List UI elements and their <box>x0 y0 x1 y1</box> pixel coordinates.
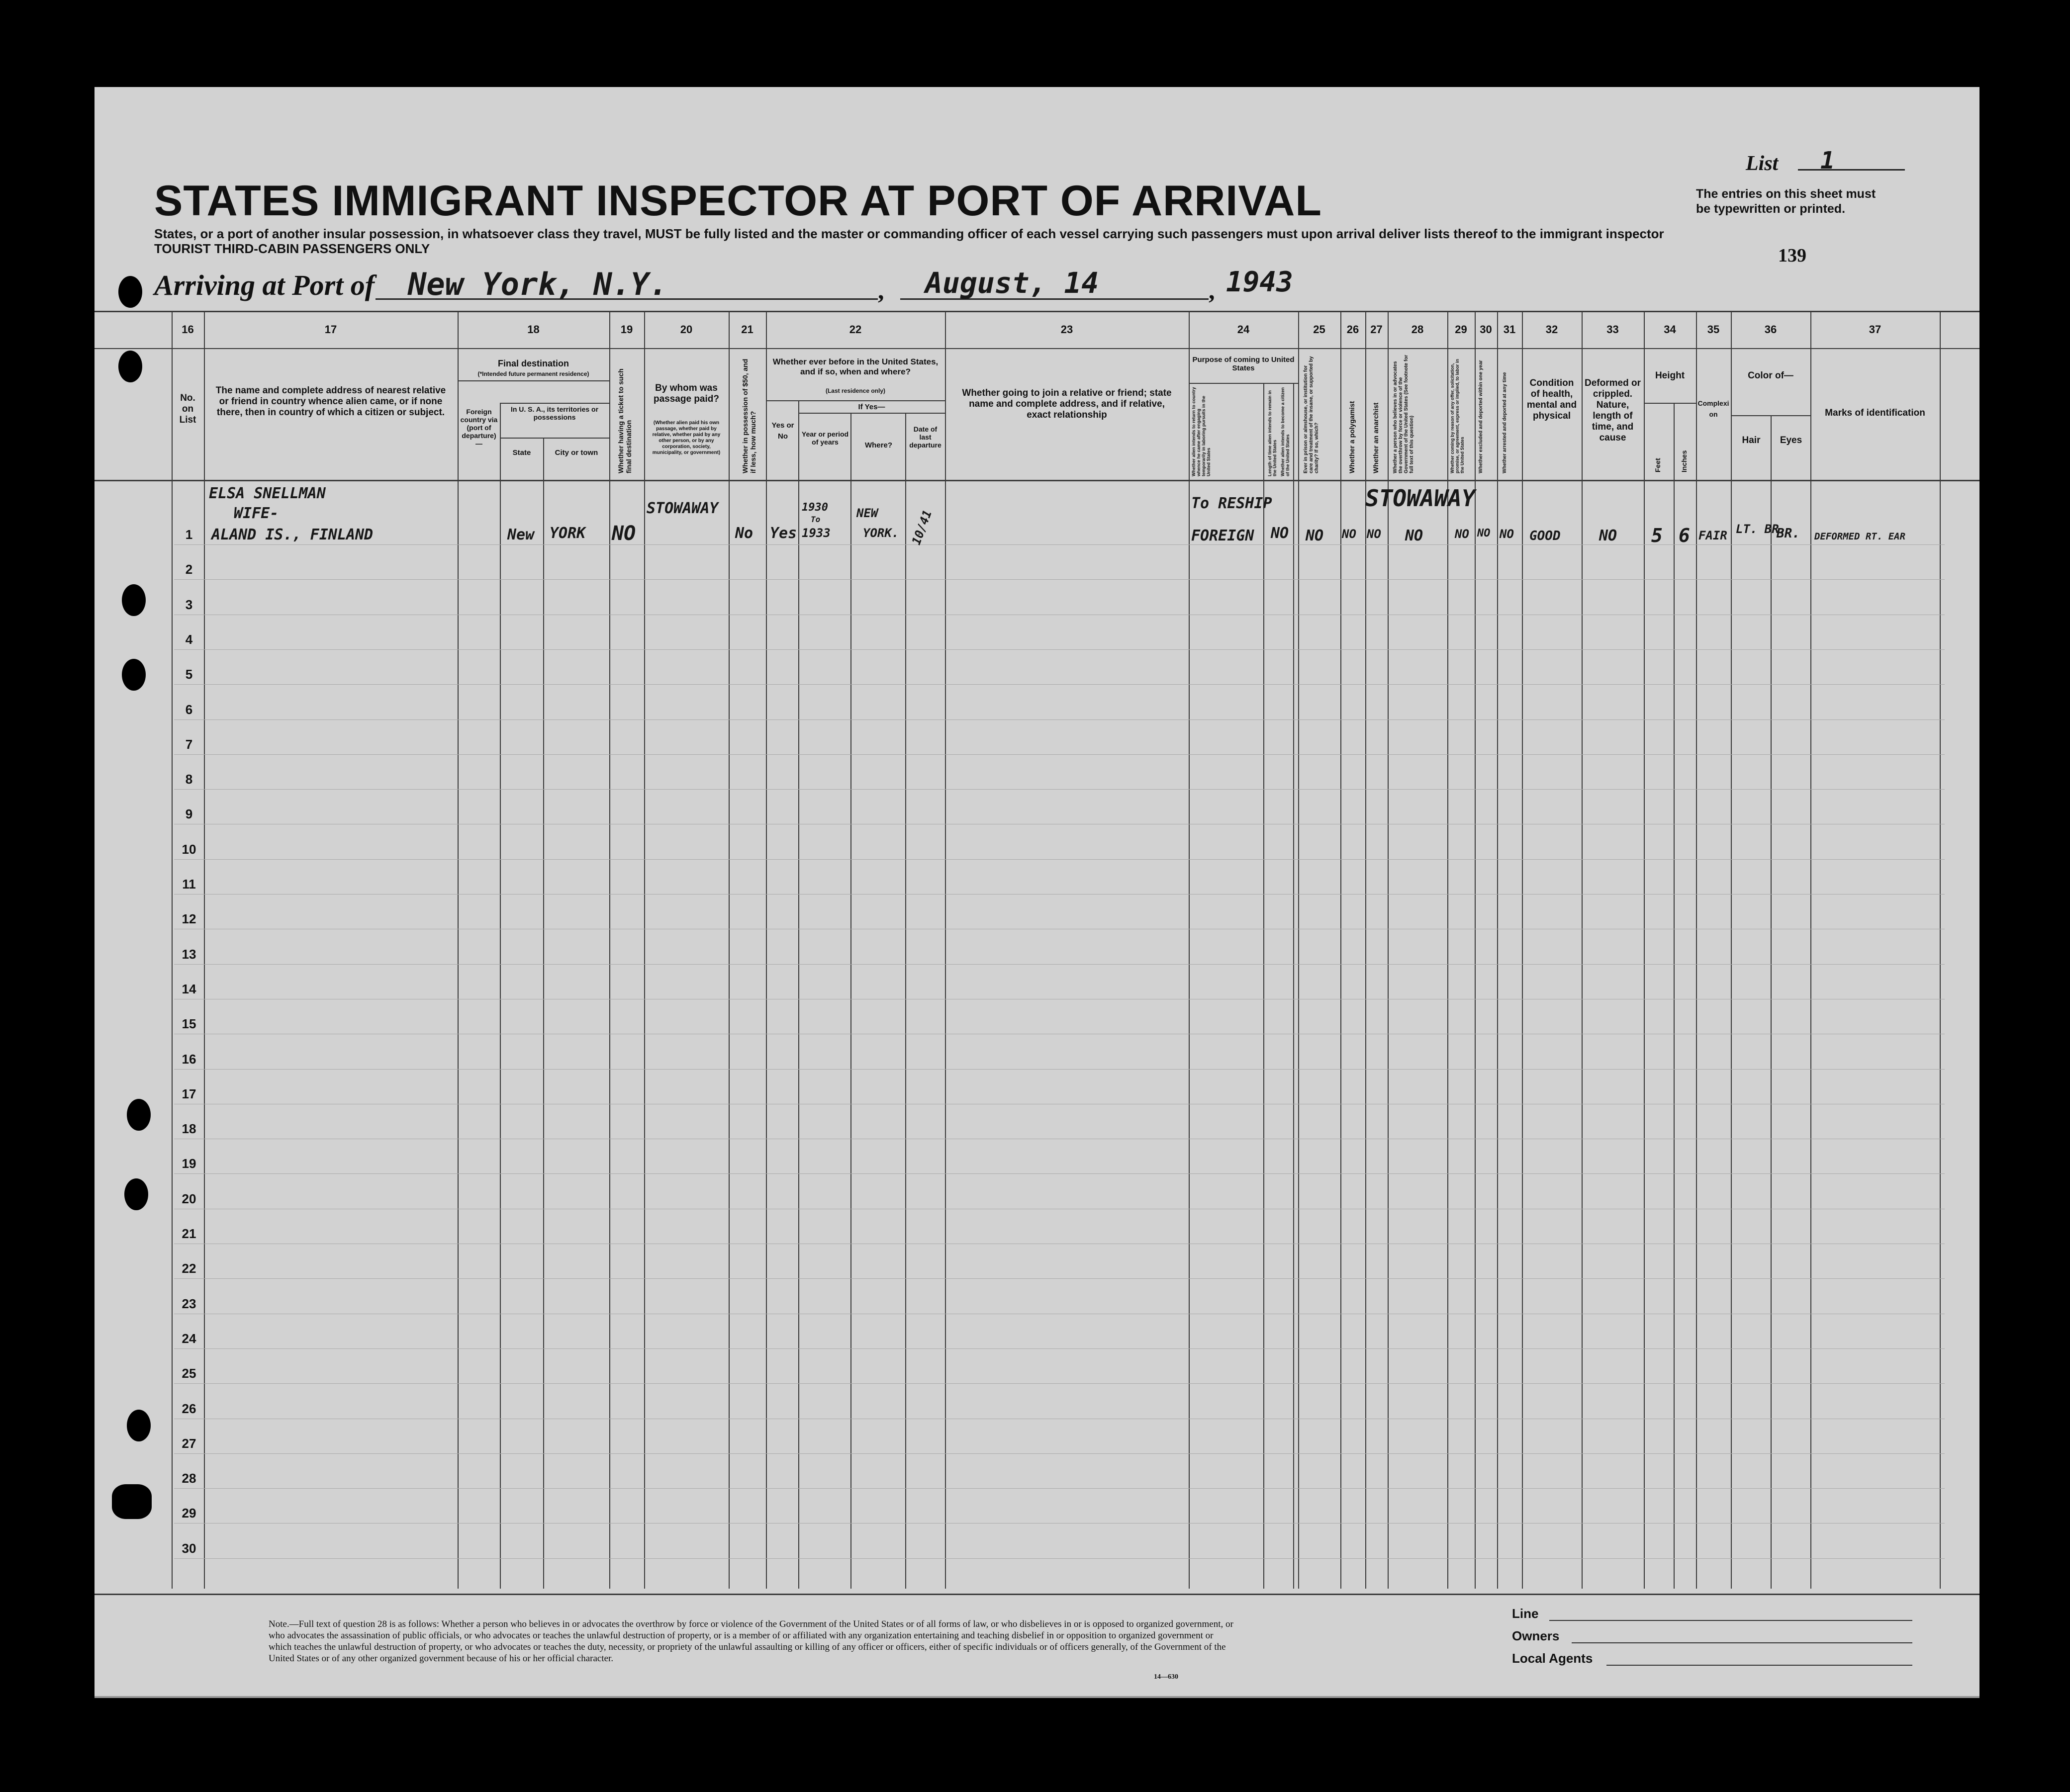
entry-city: YORK <box>550 525 586 542</box>
header-polygamist: Whether a polygamist <box>1348 401 1356 473</box>
row-rule <box>174 684 1945 685</box>
entry-feet: 5 <box>1651 525 1663 546</box>
col-num-21: 21 <box>741 323 753 336</box>
header-foreign-country: Foreign country via (port of departure)— <box>460 408 498 448</box>
row-rule <box>174 1069 1945 1070</box>
header-in-usa: In U. S. A., its territories or possessions <box>510 405 599 421</box>
row-rule <box>174 1278 1945 1279</box>
header-if-yes: If Yes— <box>858 403 885 411</box>
row-number: 16 <box>182 1051 196 1067</box>
row-number: 30 <box>182 1540 196 1556</box>
entry-relative-address: ALAND IS., FINLAND <box>211 526 374 543</box>
header-purpose-length: Length of time alien intends to remain in the United States <box>1267 390 1277 476</box>
row-number: 11 <box>182 877 196 892</box>
page-title: STATES IMMIGRANT INSPECTOR AT PORT OF ARRIVAL <box>154 177 1322 225</box>
row-rule <box>174 1488 1945 1489</box>
col-num-23: 23 <box>1060 323 1073 336</box>
row-number: 2 <box>185 562 193 577</box>
entry-citizen: NO <box>1271 525 1289 542</box>
header-inches: Inches <box>1680 450 1688 472</box>
row-rule <box>174 649 1945 650</box>
header-hair: Hair <box>1742 435 1761 446</box>
col-num-31: 31 <box>1503 323 1516 336</box>
entry-offer: NO <box>1455 527 1469 541</box>
header-purpose-citizen: Whether alien intends to become a citizen of the United States <box>1280 387 1290 476</box>
header-eyes: Eyes <box>1780 435 1802 446</box>
row-number: 18 <box>182 1121 196 1137</box>
col-num-28: 28 <box>1411 323 1424 336</box>
owners-label: Owners <box>1512 1628 1560 1643</box>
entry-state: New <box>507 526 535 543</box>
header-last-residence: (Last residence only) <box>825 387 886 394</box>
entry-eyes: BR. <box>1777 526 1800 541</box>
row-rule <box>174 964 1945 965</box>
row-rule <box>174 1558 1945 1559</box>
form-number: 14—630 <box>1154 1673 1178 1681</box>
header-height: Height <box>1655 370 1685 381</box>
entry-has-50: No <box>735 525 753 542</box>
row-rule <box>174 754 1945 755</box>
header-offer-to-labor: Whether coming by reason of any offer, solicitation, promise, or agreement, express or implied, to labor in the United States <box>1450 358 1465 473</box>
header-marks: Marks of identification <box>1825 408 1925 418</box>
row-number: 25 <box>182 1366 196 1381</box>
row-number: 19 <box>182 1156 196 1171</box>
header-passage-paid-note: (Whether alien paid his own passage, whether paid by relative, whether paid by any other person, or by any corporation, society, municipality, or government) <box>652 420 721 455</box>
header-purpose: Purpose of coming to United States <box>1192 356 1295 372</box>
port-value: New York, N.Y. <box>408 266 668 302</box>
header-complexion: Complexion <box>1697 399 1729 418</box>
entry-purpose-1: To RESHIP <box>1191 495 1272 512</box>
row-number: 12 <box>182 911 196 927</box>
entry-anarchist: NO <box>1367 527 1381 541</box>
entry-relative-relation: WIFE- <box>234 505 279 522</box>
row-number: 24 <box>182 1331 196 1346</box>
row-number: 10 <box>182 841 196 857</box>
col-num-36: 36 <box>1764 323 1777 336</box>
row-number: 3 <box>185 597 193 612</box>
col-num-20: 20 <box>680 323 693 336</box>
row-number: 4 <box>185 631 193 647</box>
punch-hole <box>118 276 142 308</box>
header-excluded: Whether excluded and deported within one year <box>1478 360 1484 473</box>
header-anarchist: Whether an anarchist <box>1372 402 1380 473</box>
entry-where-2: YORK. <box>863 526 899 540</box>
row-rule <box>174 719 1945 720</box>
entry-year-to: 1933 <box>802 526 831 540</box>
entry-passage-paid: STOWAWAY <box>647 500 719 517</box>
row-number: 5 <box>185 667 193 682</box>
col-num-32: 32 <box>1545 323 1558 336</box>
col-num-30: 30 <box>1480 323 1492 336</box>
header-final-destination-note: (*Intended future permanent residence) <box>477 370 589 377</box>
header-nearest-relative: The name and complete address of nearest relative or friend in country whence alien came, or if none there, then in country of which a citizen or subject. <box>215 385 446 418</box>
line-label: Line <box>1512 1606 1539 1621</box>
arrival-year: 1943 <box>1226 266 1293 298</box>
col-num-16: 16 <box>182 323 194 336</box>
row-rule <box>174 1453 1945 1454</box>
entry-excluded: NO <box>1477 527 1491 539</box>
row-number: 9 <box>185 806 193 822</box>
subtitle-line-1: States, or a port of another insular possession, in whatsoever class they travel, MUST be fully listed and the master or commanding officer of each vessel carrying such passengers must upon arrival deliver lists thereof to the immigrant inspector <box>154 226 1664 241</box>
entry-year-to-word: To <box>811 515 821 524</box>
arrival-date: August, 14 <box>925 266 1099 300</box>
col-num-37: 37 <box>1869 323 1882 336</box>
entry-overthrow: NO <box>1405 527 1423 544</box>
header-going-to-join: Whether going to join a relative or friend; state name and complete address, and if relative, exact relationship <box>962 388 1172 420</box>
row-number: 26 <box>182 1401 196 1416</box>
row-number: 27 <box>182 1435 196 1451</box>
header-arrested: Whether arrested and deported at any time <box>1502 372 1507 473</box>
col-num-18: 18 <box>527 323 540 336</box>
entry-health: GOOD <box>1529 529 1561 543</box>
col-num-17: 17 <box>324 323 337 336</box>
col-num-27: 27 <box>1370 323 1383 336</box>
entry-deformed: NO <box>1599 527 1617 544</box>
header-purpose-return: Whether alien intends to return to country whence he came after engaging temporarily in laboring pursuits in the United States <box>1191 387 1211 476</box>
row-rule <box>174 1383 1945 1384</box>
punch-hole <box>122 659 146 691</box>
entry-hair: LT. BR. <box>1736 522 1787 536</box>
row-number: 23 <box>182 1296 196 1311</box>
row-number: 8 <box>185 772 193 787</box>
header-city: City or town <box>555 448 598 457</box>
entry-complexion: FAIR <box>1698 529 1727 542</box>
header-ticket: Whether having a ticket to such final destination <box>617 368 633 473</box>
punch-hole <box>112 1484 152 1519</box>
col-num-29: 29 <box>1455 323 1467 336</box>
entry-prison: NO <box>1306 527 1324 544</box>
punch-hole <box>124 1178 148 1210</box>
entry-polygamist: NO <box>1342 527 1356 541</box>
col-num-22: 22 <box>849 323 862 336</box>
row-rule <box>174 579 1945 580</box>
row-rule <box>174 859 1945 860</box>
header-prison: Ever in prison or almshouse, or institution for care and treatment of the insane, or supported by charity? If so, which? <box>1303 356 1319 473</box>
col-num-24: 24 <box>1237 323 1250 336</box>
entries-note-line-2: be typewritten or printed. <box>1696 202 1846 216</box>
header-state: State <box>512 448 531 457</box>
entry-marks: DEFORMED RT. EAR <box>1814 531 1906 542</box>
entry-arrested: NO <box>1500 527 1514 541</box>
entry-last-departure: 10/41 <box>909 508 935 547</box>
row-number: 17 <box>182 1086 196 1101</box>
header-feet: Feet <box>1654 458 1662 472</box>
entry-where-1: NEW <box>856 506 878 520</box>
col-num-19: 19 <box>620 323 633 336</box>
row-rule <box>174 789 1945 790</box>
entry-year-from: 1930 <box>802 501 828 514</box>
header-yes-or-no: Yes or No <box>771 421 794 441</box>
header-where: Where? <box>864 441 892 449</box>
punch-hole <box>127 1410 151 1441</box>
col-num-34: 34 <box>1664 323 1676 336</box>
row-number: 15 <box>182 1016 196 1032</box>
entry-stowaway-note: STOWAWAY <box>1365 485 1476 512</box>
page-number: 139 <box>1778 245 1806 266</box>
punch-hole <box>127 1099 151 1131</box>
row-number: 6 <box>185 702 193 717</box>
entry-before-yes-no: Yes <box>770 525 797 542</box>
subtitle-line-2: TOURIST THIRD-CABIN PASSENGERS ONLY <box>154 241 430 256</box>
list-label: List <box>1746 152 1779 175</box>
row-number: 13 <box>182 946 196 962</box>
header-date-last-departure: Date of last departure <box>909 425 941 449</box>
local-agents-label: Local Agents <box>1512 1651 1593 1666</box>
header-deformed: Deformed or crippled. Nature, length of time, and cause <box>1585 378 1641 443</box>
header-final-destination: Final destination <box>497 358 569 368</box>
header-no-on-list: No. on List <box>179 393 196 425</box>
punch-hole <box>122 584 146 616</box>
entry-relative-name: ELSA SNELLMAN <box>209 485 326 502</box>
entries-note-line-1: The entries on this sheet must <box>1696 187 1876 201</box>
row-number: 28 <box>182 1471 196 1486</box>
row-number: 14 <box>182 981 196 996</box>
subtitle <box>154 226 1664 256</box>
header-color-of: Color of— <box>1748 370 1793 381</box>
col-num-35: 35 <box>1707 323 1720 336</box>
footnote-question-28: Note.—Full text of question 28 is as follows: Whether a person who believes in or advocates the overthrow by force or violence of the Government of the United States or of all forms of law, or who disbelieves in or is opposed to organized government, or who advocates the assassination of public officials, or who advocates or teaches the unlawful destruction of property, or is a member of or affiliated with any organization entertaining and teaching disbelief in or opposition to organized government or which teaches the unlawful destruction of property, or who advocates or teaches the duty, necessity, or propriety of the unlawful assaulting or killing of any officer or officers, either of specific individuals or of officers generally, of the Government of the United States or of any other organized government because of his or her official character. <box>269 1619 1233 1664</box>
row-number: 29 <box>182 1506 196 1521</box>
header-year-period: Year or period of years <box>801 430 849 446</box>
entry-inches: 6 <box>1679 525 1690 546</box>
row-rule <box>174 894 1945 895</box>
header-overthrow: Whether a person who believes in or advocates the overthrow by force or violence of the Government of the United States (See footnote for full text of this question) <box>1393 355 1414 473</box>
header-passage-paid: By whom was passage paid? <box>654 383 719 404</box>
list-number: 1 <box>1820 147 1835 175</box>
row-rule <box>174 1348 1945 1349</box>
punch-hole <box>118 351 142 382</box>
row-number: 7 <box>185 736 193 752</box>
row-number: 20 <box>182 1191 196 1206</box>
col-num-25: 25 <box>1313 323 1325 336</box>
col-num-33: 33 <box>1606 323 1619 336</box>
entries-note <box>1696 186 1876 216</box>
header-has-50: Whether in possession of $50, and if less, how much? <box>741 358 757 473</box>
arriving-label: Arriving at Port of <box>154 269 375 301</box>
row-rule <box>174 1173 1945 1174</box>
row-number: 21 <box>182 1226 196 1241</box>
entry-ticket: NO <box>612 522 636 545</box>
entry-purpose-2: FOREIGN <box>1191 527 1254 544</box>
header-ever-before-in-us: Whether ever before in the United States, and if so, when and where? <box>772 357 939 376</box>
header-health: Condition of health, mental and physical <box>1526 378 1577 421</box>
col-num-26: 26 <box>1346 323 1359 336</box>
row-number: 22 <box>182 1261 196 1276</box>
row-number: 1 <box>185 527 193 542</box>
